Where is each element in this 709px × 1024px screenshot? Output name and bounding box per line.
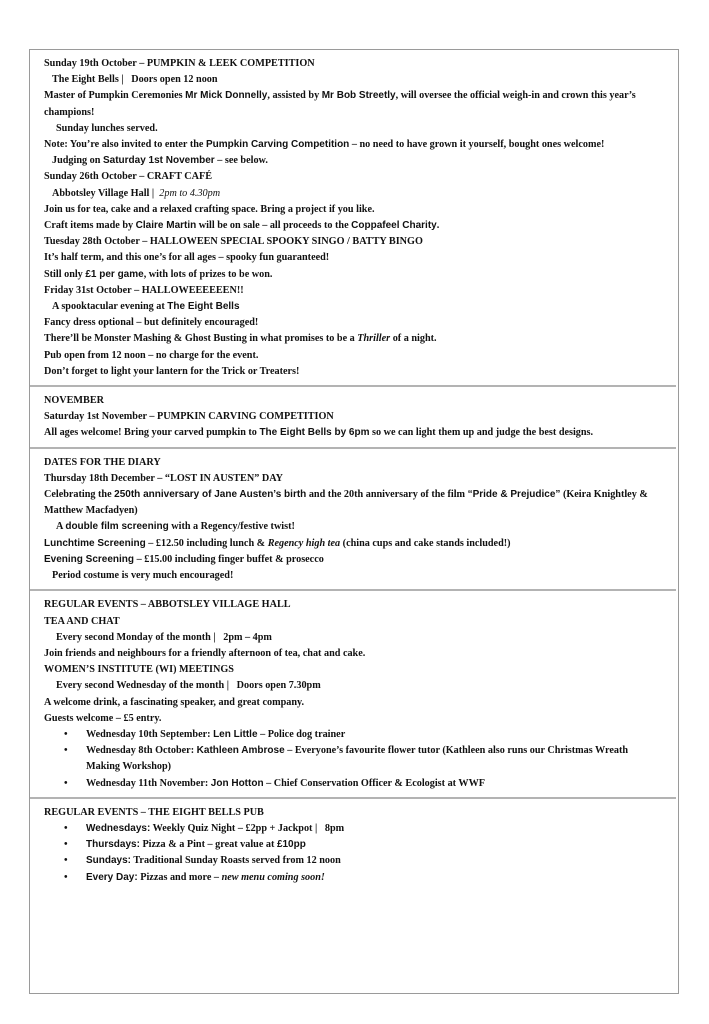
event-price-lunchtime: Lunchtime Screening – £12.50 including lunch & Regency high tea (china cups and cake stands included!) [44,537,511,549]
bullet-icon: • [64,728,68,740]
section-heading-november: NOVEMBER [44,395,104,407]
event-note: Note: You’re also invited to enter the Pumpkin Carving Competition – no need to have grown it yourself, bought ones welcome! [44,139,605,151]
event-heading-pumpkin-carving: Saturday 1st November – PUMPKIN CARVING COMPETITION [44,411,334,423]
event-price-evening: Evening Screening – £15.00 including finger buffet & prosecco [44,553,324,565]
list-item: • Wednesdays: Weekly Quiz Night – £2pp + Jackpot | 8pm [44,821,662,837]
event-description: Pub open from 12 noon – no charge for the event. [44,349,259,361]
event-location: A spooktacular evening at The Eight Bells [52,301,240,313]
event-description: Craft items made by Claire Martin will be on sale – all proceeds to the Coppafeel Charity. [44,220,440,232]
speaker-list [44,727,662,792]
event-heading-craft-cafe: Sunday 26th October – CRAFT CAFÉ [44,171,213,183]
event-description: Master of Pumpkin Ceremonies Mr Mick Donnelly, assisted by Mr Bob Streetly, will oversee the official weigh-in and crown this year’s champions! [44,90,636,118]
bullet-icon: • [64,839,68,851]
person-name: Mr Mick Donnelly [185,90,268,102]
section-heading-village-hall: REGULAR EVENTS – ABBOTSLEY VILLAGE HALL [44,599,291,611]
event-location: Abbotsley Village Hall | 2pm to 4.30pm [52,187,221,199]
list-item: • Wednesday 10th September: Len Little – Police dog trainer [44,727,662,743]
bullet-icon: • [64,822,68,834]
event-schedule: Every second Wednesday of the month | Doors open 7.30pm [56,680,321,692]
event-description: Guests welcome – £5 entry. [44,712,162,724]
bullet-icon: • [64,855,68,867]
event-note: Judging on Saturday 1st November – see below. [52,155,268,167]
event-heading-lost-in-austen: Thursday 18th December – “LOST IN AUSTEN” DAY [44,472,283,484]
event-description: Don’t forget to light your lantern for the Trick or Treaters! [44,365,300,377]
list-item: • Wednesday 8th October: Kathleen Ambrose – Everyone’s favourite flower tutor (Kathleen also runs our Christmas Wreath Making Workshop) [64,745,629,773]
event-description: Fancy dress optional – but definitely encouraged! [44,317,259,329]
event-description: Join us for tea, cake and a relaxed crafting space. Bring a project if you like. [44,203,375,215]
list-item: • Every Day: Pizzas and more – new menu coming soon! [44,870,662,886]
section-heading-pub: REGULAR EVENTS – THE EIGHT BELLS PUB [44,806,264,818]
event-heading-spooky-bingo: Tuesday 28th October – HALLOWEEN SPECIAL SPOOKY SINGO / BATTY BINGO [44,236,423,248]
bullet-icon: • [64,745,68,757]
event-description: A double film screening with a Regency/festive twist! [56,521,295,533]
section-heading-diary: DATES FOR THE DIARY [44,456,161,468]
event-heading-wi-meetings: WOMEN’S INSTITUTE (WI) MEETINGS [44,664,234,676]
section-divider [30,589,676,591]
event-description: It’s half term, and this one’s for all ages – spooky fun guaranteed! [44,252,330,264]
section-divider [30,447,676,449]
person-name: Mr Bob Streetly [321,90,396,102]
event-note: Period costume is very much encouraged! [52,570,234,582]
list-item: • Thursdays: Pizza & a Pint – great value at £10pp [44,837,662,853]
event-description: There’ll be Monster Mashing & Ghost Busting in what promises to be a Thriller of a night. [44,333,437,345]
bullet-icon: • [64,871,68,883]
event-location: The Eight Bells | Doors open 12 noon [52,74,218,86]
event-heading-halloween: Friday 31st October – HALLOWEEEEEEN!! [44,284,244,296]
event-description: All ages welcome! Bring your carved pumpkin to The Eight Bells by 6pm so we can light them up and judge the best designs. [44,427,594,439]
pub-events-list [44,821,662,886]
section-divider [30,385,676,387]
event-heading-tea-and-chat: TEA AND CHAT [44,615,120,627]
event-description: Join friends and neighbours for a friendly afternoon of tea, chat and cake. [44,647,366,659]
list-item: • Wednesday 11th November: Jon Hotton – Chief Conservation Officer & Ecologist at WWF [44,776,662,792]
newsletter-content [44,56,662,886]
bullet-icon: • [64,777,68,789]
list-item: • Sundays: Traditional Sunday Roasts served from 12 noon [44,853,662,869]
event-description: A welcome drink, a fascinating speaker, and great company. [44,696,305,708]
newsletter-page [29,49,679,994]
section-divider [30,797,676,799]
event-heading-pumpkin-leek: Sunday 19th October – PUMPKIN & LEEK COMPETITION [44,58,315,69]
event-schedule: Every second Monday of the month | 2pm – 4pm [56,631,272,643]
event-note: Sunday lunches served. [56,122,158,134]
event-description: Still only £1 per game, with lots of prizes to be won. [44,268,273,280]
event-description: Celebrating the 250th anniversary of Jane Austen’s birth and the 20th anniversary of the film “Pride & Prejudice” (Keira Knightley & Matthew Macfadyen) [44,489,648,517]
